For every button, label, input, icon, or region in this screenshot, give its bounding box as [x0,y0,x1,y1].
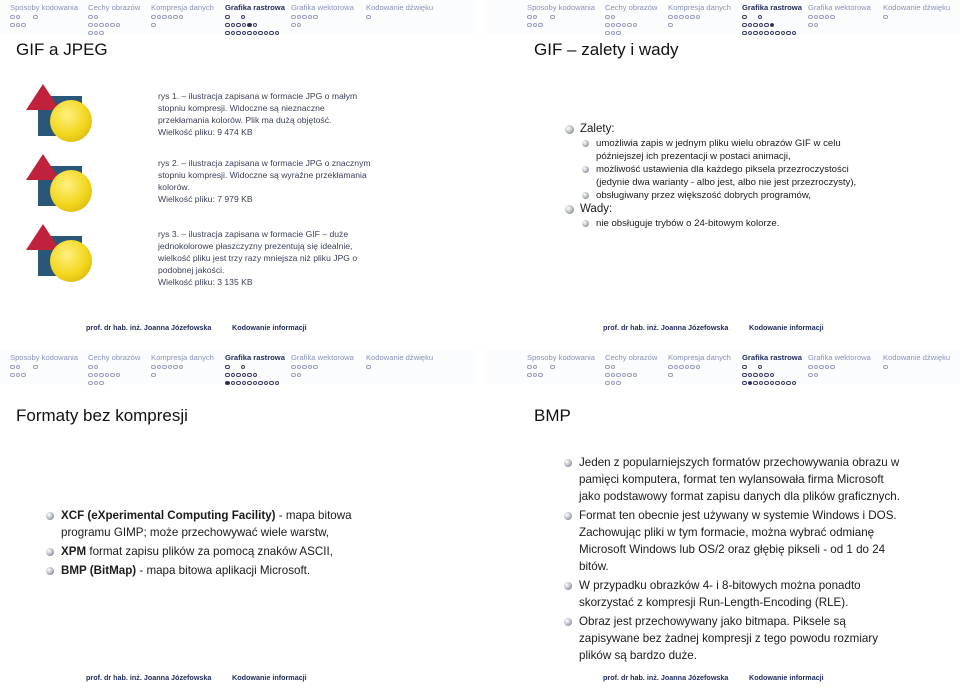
pro-item: umożliwia zapis w jednym pliku wielu obrazów GIF w celu [565,137,955,150]
pro-item: obsługiwany przez większość dobrych programów, [565,189,955,202]
pros-cons-list [565,122,955,230]
nav-title[interactable]: Kodowanie dźwięku [883,353,951,362]
slide-title: GIF a JPEG [16,40,108,59]
navigation-bar [485,0,960,34]
nav-title[interactable]: Grafika wektorowa [291,3,354,12]
nav-section-sposoby-kodowania[interactable] [527,3,595,28]
format-item-xcf: XCF (eXperimental Computing Facility) - mapa bitowa [46,506,466,525]
footer-author: prof. dr hab. inż. Joanna Józefowska [86,323,212,332]
bullet-icon [564,618,572,626]
nav-title-active[interactable]: Grafika rastrowa [742,3,802,12]
bullet-icon [46,548,54,556]
nav-title[interactable]: Kompresja danych [668,3,731,12]
slide-gif-zalety-i-wady [485,0,960,343]
footer-course: Kodowanie informacji [232,673,307,682]
nav-title[interactable]: Kodowanie dźwięku [883,3,951,12]
nav-title[interactable]: Cechy obrazów [605,353,658,362]
slide-footer [485,671,960,683]
nav-section-kodowanie-dzwieku[interactable] [366,353,433,370]
bullet-icon [565,125,574,134]
nav-section-grafika-wektorowa[interactable] [291,353,354,378]
slide-footer [0,671,475,683]
nav-title[interactable]: Cechy obrazów [88,353,141,362]
pro-item: możliwość ustawienia dla każdego piksela przezroczystości [565,163,955,176]
slide-gif-a-jpeg [0,0,475,343]
bullet-icon [582,192,589,199]
nav-section-sposoby-kodowania[interactable] [10,353,78,378]
nav-section-cechy-obrazow[interactable] [88,353,140,386]
navigation-bar [0,0,475,34]
nav-section-kompresja-danych[interactable] [151,3,214,28]
pros-heading: Zalety: [565,122,955,137]
footer-author: prof. dr hab. inż. Joanna Józefowska [603,323,729,332]
nav-title-active[interactable]: Grafika rastrowa [225,3,285,12]
pro-item-continuation: późniejszej ich prezentacji w postaci animacji, [596,151,791,162]
bullet-icon [565,205,574,214]
nav-section-grafika-wektorowa[interactable] [808,353,871,378]
nav-section-kodowanie-dzwieku[interactable] [883,353,950,370]
jpg-high-compression-illustration [26,154,96,216]
bullet-icon [564,512,572,520]
nav-section-grafika-rastrowa[interactable] [225,3,285,36]
caption-rys-1: rys 1. – ilustracja zapisana w formacie JPG o małym stopniu kompresji. Widoczne są nieznaczne przekłamania kolorów. Plik ma dużą objętość. Wielkość pliku: 9 474 KB [158,91,358,137]
nav-title[interactable]: Kompresja danych [668,353,731,362]
nav-title[interactable]: Sposoby kodowania [10,353,78,362]
nav-section-grafika-wektorowa[interactable] [291,3,354,28]
bmp-fact-item: Obraz jest przechowywany jako bitmapa. Piksele są zapisywane bez żadnej kompresji z tego powodu rozmiary plików są bardzo duże. [564,613,956,664]
slide-title: GIF – zalety i wady [534,40,679,59]
con-item: nie obsługuje trybów o 24-bitowym kolorze. [565,217,955,230]
pro-item-continuation: (jedynie dwa warianty - albo jest, albo nie jest przezroczysty), [596,177,857,188]
bullet-icon [564,582,572,590]
nav-section-kompresja-danych[interactable] [668,3,731,28]
footer-author: prof. dr hab. inż. Joanna Józefowska [603,673,729,682]
nav-section-grafika-rastrowa[interactable] [742,3,802,36]
bullet-icon [582,140,589,147]
navigation-bar [0,350,475,384]
gif-illustration [26,224,96,286]
format-item-bmp: BMP (BitMap) - mapa bitowa aplikacji Microsoft. [46,561,466,580]
nav-title[interactable]: Sposoby kodowania [527,353,595,362]
nav-title[interactable]: Grafika wektorowa [291,353,354,362]
bullet-icon [46,512,54,520]
nav-section-cechy-obrazow[interactable] [605,353,657,386]
nav-section-kodowanie-dzwieku[interactable] [883,3,950,20]
footer-course: Kodowanie informacji [749,673,824,682]
bmp-fact-item: Format ten obecnie jest używany w systemie Windows i DOS. Zachowując pliki w tym formacie, można wybrać odmianę Microsoft Windows lub OS/2 oraz głębię pikseli - od 1 do 24 bitów. [564,507,956,575]
uncompressed-formats-list [46,506,466,580]
jpg-low-compression-illustration [26,84,96,146]
caption-rys-3: rys 3. – ilustracja zapisana w formacie GIF – duże jednokolorowe płaszczyzny prezentują się idealnie, wielkość pliku jest trzy razy mniejsza niż pliku JPG o podobnej jakości. Wielkość pliku: 3 135 KB [158,229,358,287]
slide-bmp [485,350,960,693]
nav-title[interactable]: Cechy obrazów [605,3,658,12]
nav-title[interactable]: Grafika wektorowa [808,3,871,12]
nav-title[interactable]: Grafika wektorowa [808,353,871,362]
nav-title[interactable]: Kodowanie dźwięku [366,3,434,12]
footer-course: Kodowanie informacji [232,323,307,332]
nav-section-kompresja-danych[interactable] [668,353,731,378]
nav-section-sposoby-kodowania[interactable] [527,353,595,378]
footer-author: prof. dr hab. inż. Joanna Józefowska [86,673,212,682]
nav-section-cechy-obrazow[interactable] [88,3,140,36]
bmp-fact-item: W przypadku obrazków 4- i 8-bitowych można ponadto skorzystać z kompresji Run-Length-Encoding (RLE). [564,577,956,611]
slide-footer [485,321,960,333]
bullet-icon [46,567,54,575]
slide-footer [0,321,475,333]
nav-section-grafika-wektorowa[interactable] [808,3,871,28]
nav-section-kompresja-danych[interactable] [151,353,214,378]
nav-title[interactable]: Sposoby kodowania [10,3,78,12]
nav-title-active[interactable]: Grafika rastrowa [225,353,285,362]
nav-title[interactable]: Kompresja danych [151,353,214,362]
bmp-fact-item: Jeden z popularniejszych formatów przechowywania obrazu w pamięci komputera, format ten wylansowała firma Microsoft jako podstawowy format zapisu danych dla plików graficznych. [564,454,956,505]
bullet-icon [564,459,572,467]
nav-section-grafika-rastrowa[interactable] [742,353,802,386]
slide-title: BMP [534,406,571,425]
nav-title-active[interactable]: Grafika rastrowa [742,353,802,362]
caption-rys-2: rys 2. – ilustracja zapisana w formacie JPG o znacznym stopniu kompresji. Widoczne są wyraźne przekłamania kolorów. Wielkość pliku: 7 979 KB [158,158,371,204]
nav-title[interactable]: Kodowanie dźwięku [366,353,434,362]
format-item-xcf-continuation: programu GIMP; może przechowywać wiele warstw, [61,526,330,539]
nav-section-kodowanie-dzwieku[interactable] [366,3,433,20]
bullet-icon [582,166,589,173]
nav-title[interactable]: Cechy obrazów [88,3,141,12]
slide-formaty-bez-kompresji [0,350,475,693]
format-item-xpm: XPM format zapisu plików za pomocą znaków ASCII, [46,542,466,561]
bullet-icon [582,220,589,227]
navigation-bar [485,350,960,384]
nav-section-sposoby-kodowania[interactable] [10,3,78,28]
cons-heading: Wady: [565,202,955,217]
nav-section-grafika-rastrowa[interactable] [225,353,285,386]
bmp-facts-list [564,454,956,666]
slide-title: Formaty bez kompresji [16,406,188,425]
nav-title[interactable]: Kompresja danych [151,3,214,12]
nav-title[interactable]: Sposoby kodowania [527,3,595,12]
nav-section-cechy-obrazow[interactable] [605,3,657,36]
footer-course: Kodowanie informacji [749,323,824,332]
